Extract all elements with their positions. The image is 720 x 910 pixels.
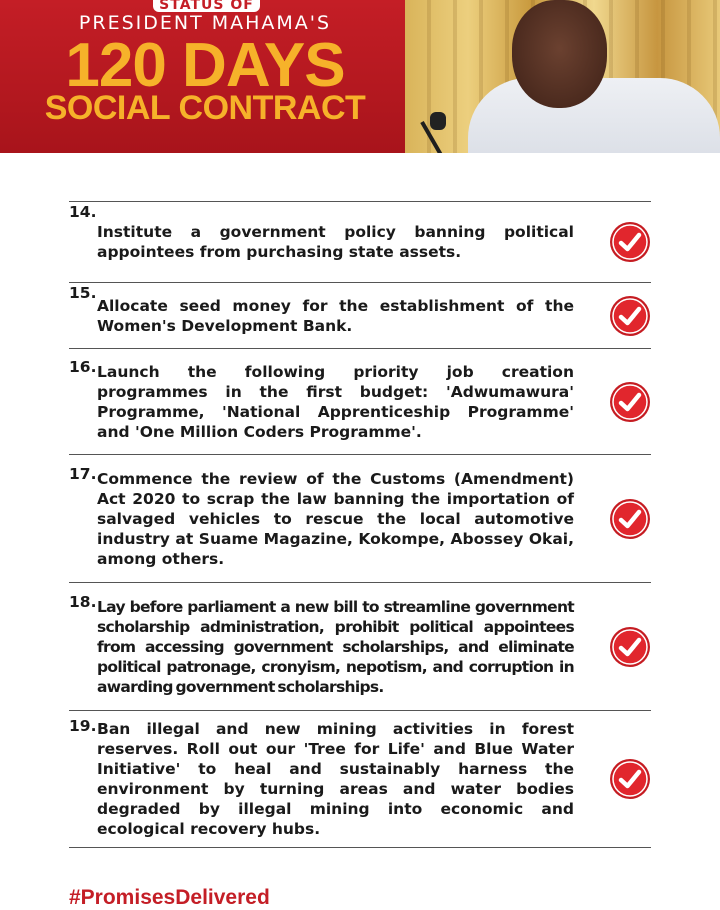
item-text: Institute a government policy banning political appointees from purchasing state assets.: [97, 223, 574, 261]
list-item: [69, 583, 651, 711]
check-circle-icon: [609, 295, 651, 337]
check-circle-icon: [609, 758, 651, 800]
check-circle-icon: [609, 626, 651, 668]
check-circle-icon: [609, 221, 651, 263]
item-number: 19.: [69, 717, 97, 735]
item-text: Allocate seed money for the establishment of the Women's Development Bank.: [97, 296, 574, 335]
item-text: Launch the following priority job creation programmes in the first budget: 'Adwumawura' Programme, 'National Apprenticeship Programme' and 'One Million Coders Programme'.: [97, 362, 574, 441]
check-circle-icon: [609, 498, 651, 540]
list-item: [69, 349, 651, 455]
check-circle-icon: [609, 381, 651, 423]
list-item: [69, 202, 651, 283]
president-figure-head: [512, 0, 607, 108]
hashtag-footer: #PromisesDelivered: [69, 886, 270, 909]
item-number: 16.: [69, 358, 97, 376]
banner-title: 120 DAYS: [65, 31, 345, 100]
item-text: Lay before parliament a new bill to streamline government scholarship administration, prohibit political appointees from accessing government scholarships, and eliminate political patronage, cronyism, nepotism, and corruption in awarding government scholarships.: [97, 597, 574, 696]
promise-list: [69, 201, 651, 848]
item-text: Ban illegal and new mining activities in forest reserves. Roll out our 'Tree for Life' and Blue Water Initiative' to heal and sustainably harness the environment by turning areas and water bodies degraded by illegal mining into economic and ecological recovery hubs.: [97, 720, 574, 838]
header-banner: [0, 0, 720, 153]
item-number: 14.: [69, 203, 97, 221]
banner-subtitle: PRESIDENT MAHAMA'S: [78, 12, 332, 34]
item-text: Commence the review of the Customs (Amendment) Act 2020 to scrap the law banning the importation of salvaged vehicles to rescue the local automotive industry at Suame Magazine, Kokompe, Abossey Okai, among others.: [97, 469, 574, 568]
list-item: [69, 711, 651, 848]
list-item: [69, 455, 651, 583]
status-label: STATUS OF: [153, 0, 260, 12]
list-item: [69, 283, 651, 349]
item-number: 17.: [69, 465, 97, 483]
item-number: 18.: [69, 593, 97, 611]
item-number: 15.: [69, 284, 97, 302]
banner-title-line2: SOCIAL CONTRACT: [44, 89, 366, 127]
microphone-head: [430, 112, 446, 130]
